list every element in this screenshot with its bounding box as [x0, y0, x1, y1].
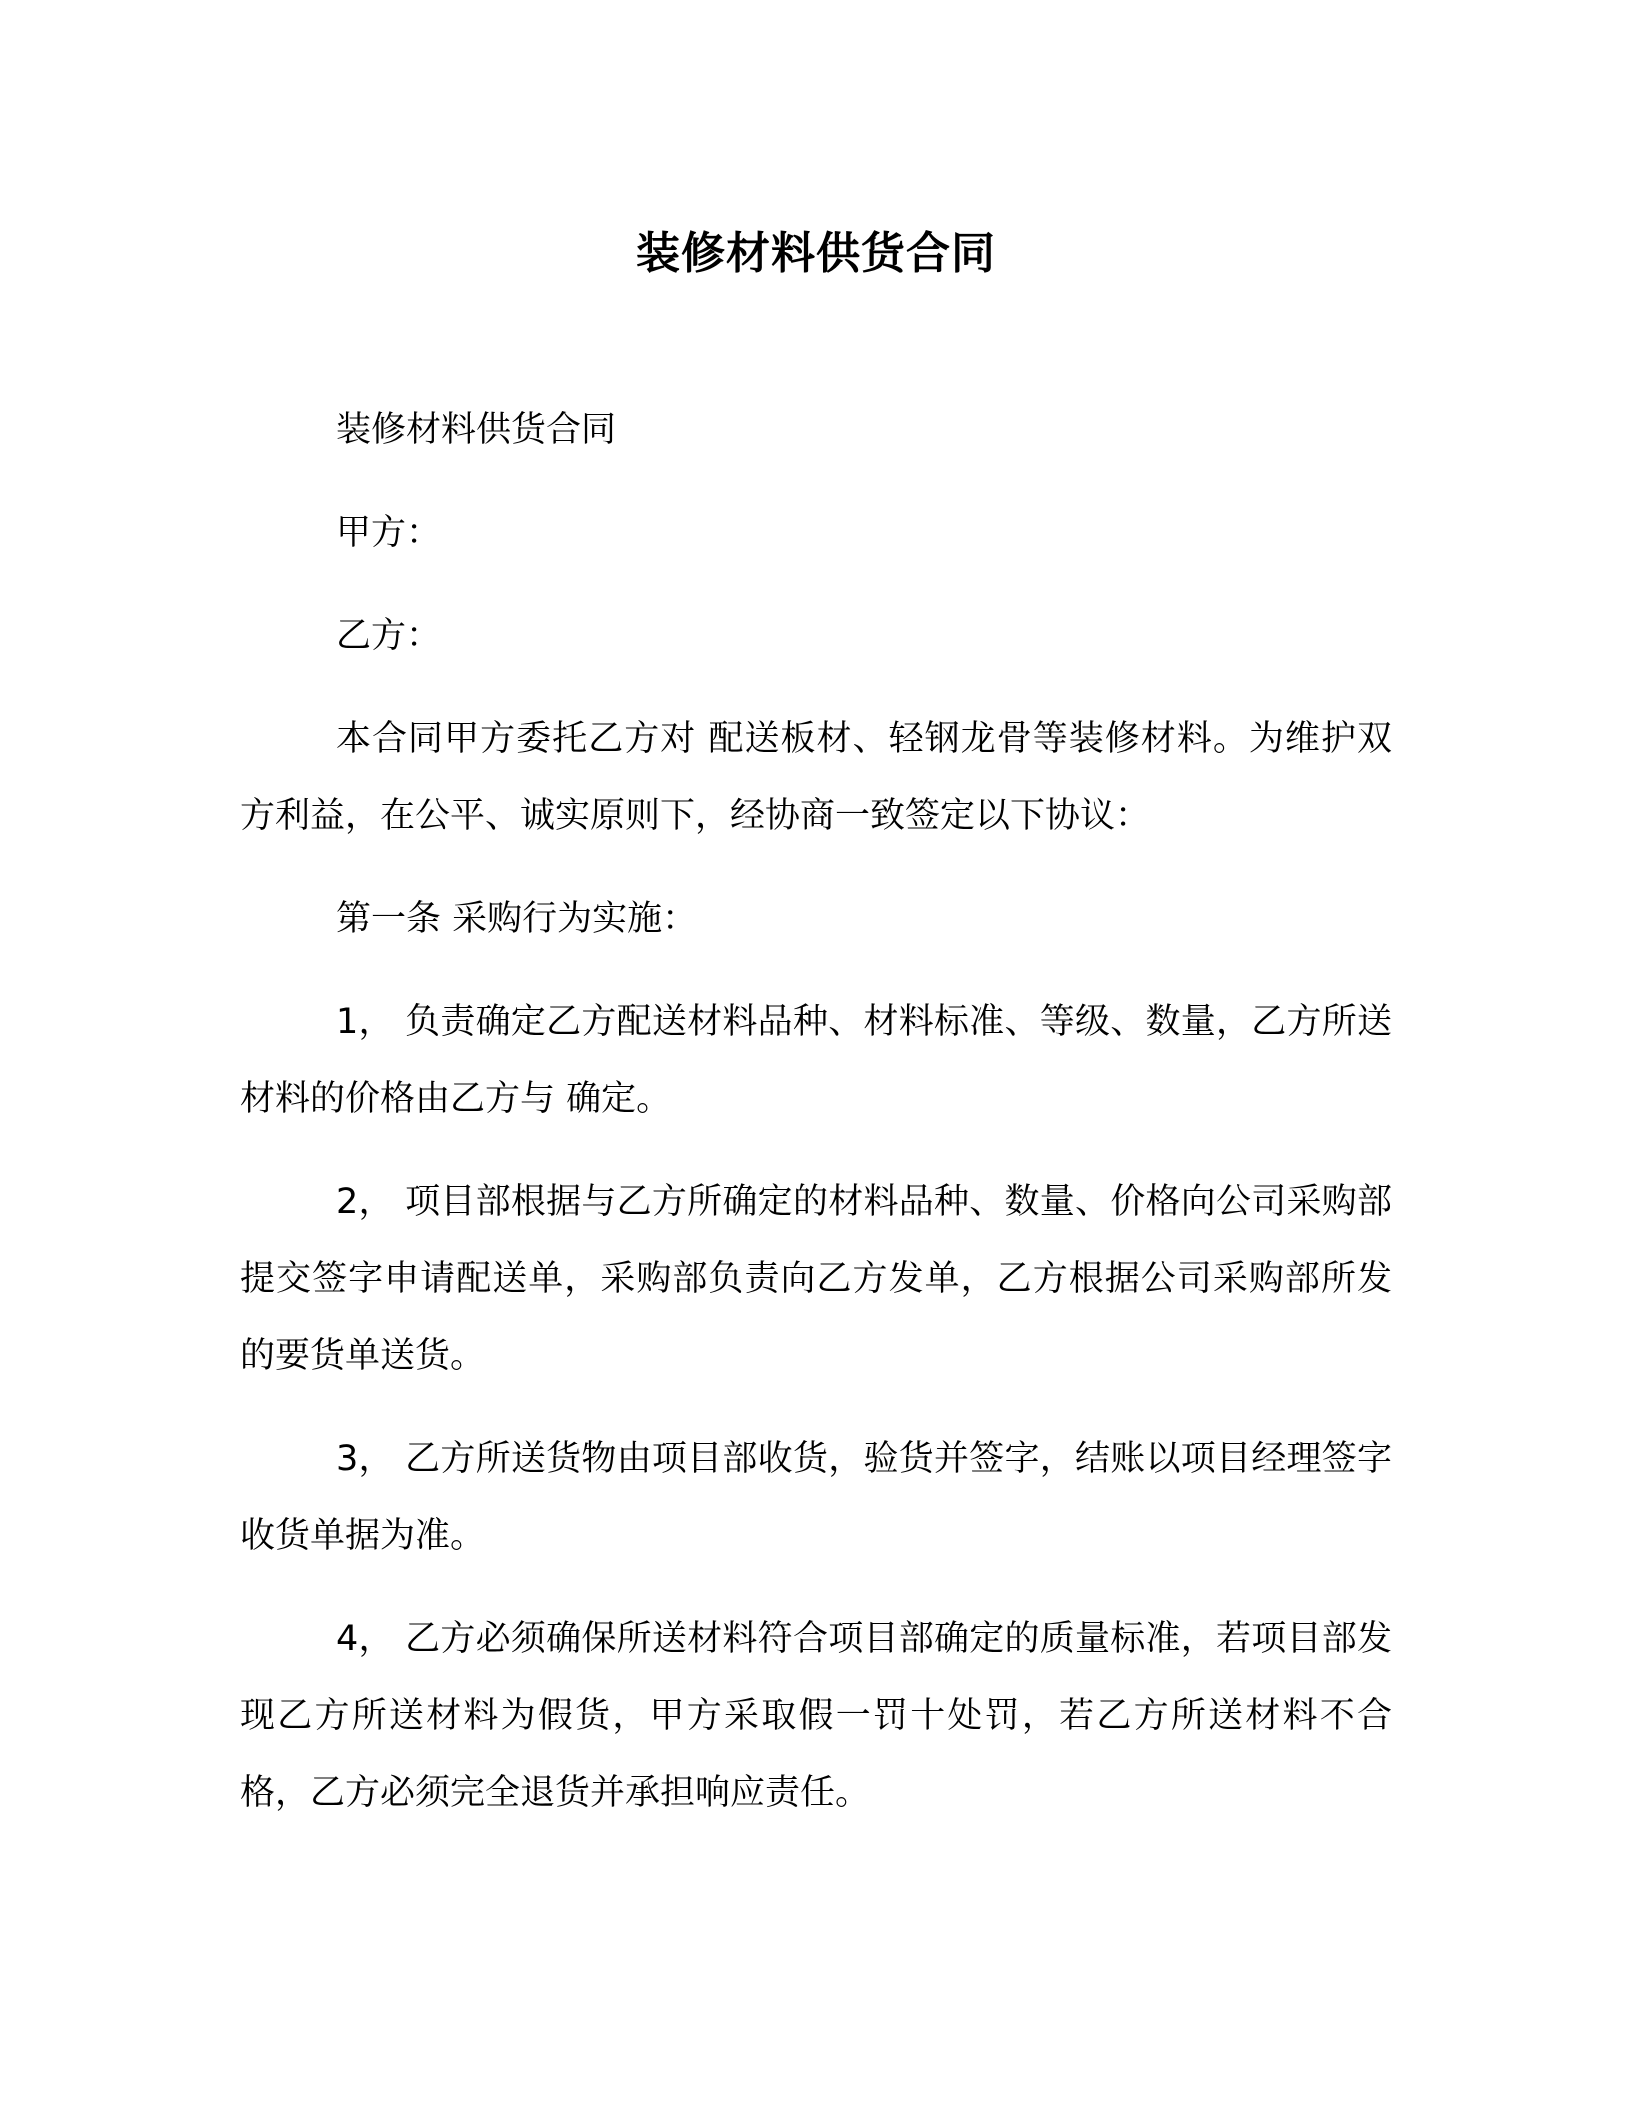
subtitle-paragraph: 装修材料供货合同	[336, 410, 617, 450]
clause-3: 3， 乙方所送货物由项目部收货，验货并签字，结账以项目经理签字收货单据为准。	[240, 1439, 1392, 1556]
party-a-line: 甲方：	[336, 513, 442, 553]
document-title: 装修材料供货合同	[636, 228, 996, 279]
document-body	[240, 392, 1392, 1858]
clause-4: 4， 乙方必须确保所送材料符合项目部确定的质量标准，若项目部发现乙方所送材料为假货，甲方采取假一罚十处罚，若乙方所送材料不合格，乙方必须完全退货并承担响应责任。	[240, 1619, 1392, 1813]
intro-paragraph: 本合同甲方委托乙方对 配送板材、轻钢龙骨等装修材料。为维护双方利益，在公平、诚实原则下，经协商一致签定以下协议：	[240, 719, 1392, 836]
article-one-heading: 第一条 采购行为实施：	[336, 899, 698, 939]
party-b-line: 乙方：	[336, 616, 442, 656]
clause-2: 2， 项目部根据与乙方所确定的材料品种、数量、价格向公司采购部提交签字申请配送单，采购部负责向乙方发单，乙方根据公司采购部所发的要货单送货。	[240, 1182, 1392, 1376]
clause-1: 1， 负责确定乙方配送材料品种、材料标准、等级、数量，乙方所送材料的价格由乙方与 确定。	[240, 1002, 1392, 1119]
